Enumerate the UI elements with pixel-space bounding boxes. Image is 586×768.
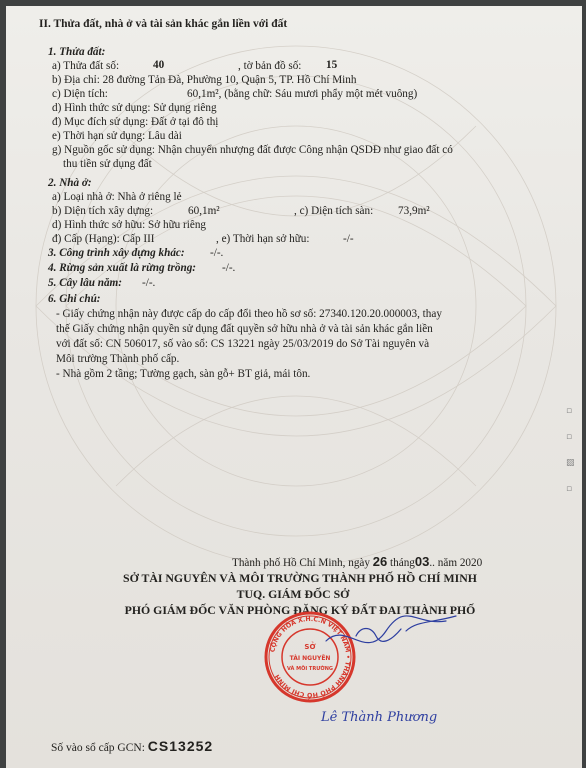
house-type: a) Loại nhà ở: Nhà ở riêng lẻ <box>52 191 182 203</box>
section-title: II. Thửa đất, nhà ở và tài sản khác gắn liền với đất <box>39 18 288 30</box>
built-area-label: b) Diện tích xây dựng: <box>52 205 154 217</box>
note-line-4: Môi trường Thành phố cấp. <box>56 353 180 365</box>
floor-area-label: , c) Diện tích sàn: <box>294 205 374 217</box>
signing-year: năm 2020 <box>437 557 483 569</box>
certificate-page <box>6 6 582 768</box>
signer-name: Lê Thành Phương <box>321 710 438 725</box>
edge-mark-icon: ▫ <box>566 484 573 494</box>
land-area-label: c) Diện tích: <box>52 88 108 100</box>
signing-month: 03 <box>414 554 430 569</box>
signing-month-label: tháng <box>390 557 415 569</box>
authorization-line: TUQ. GIÁM ĐỐC SỞ <box>236 587 350 601</box>
parcel-label: a) Thửa đất số: <box>52 60 120 72</box>
land-use-form: d) Hình thức sử dụng: Sử dụng riêng <box>52 102 217 114</box>
signer-title: PHÓ GIÁM ĐỐC VĂN PHÒNG ĐĂNG KÝ ĐẤT ĐAI THÀNH PHỐ <box>124 603 476 617</box>
signing-place: Thành phố Hồ Chí Minh, ngày <box>232 557 370 569</box>
gcn-label: Số vào sổ cấp GCN: <box>51 742 145 754</box>
other-works-heading: 3. Công trình xây dựng khác: <box>48 247 185 259</box>
notes-heading: 6. Ghi chú: <box>48 293 101 305</box>
seal-center-1: SỞ <box>304 643 316 651</box>
house-grade: đ) Cấp (Hạng): Cấp III <box>52 233 155 245</box>
signing-day: 26 <box>372 554 388 569</box>
perennial-heading: 5. Cây lâu năm: <box>48 277 122 289</box>
note-line-3: với đất số: CN 506017, số vào sổ: CS 13221 ngày 25/03/2019 do Sở Tài nguyên và <box>56 338 430 350</box>
ownership-term-value: -/- <box>343 233 354 245</box>
note-line-1: - Giấy chứng nhận này được cấp do cấp đổi theo hồ sơ số: 27340.120.20.000003, thay <box>56 308 442 320</box>
map-label: , tờ bản đồ số: <box>238 60 302 72</box>
handwritten-signature <box>306 601 466 671</box>
parcel-number: 40 <box>153 59 165 71</box>
perennial-value: -/-. <box>142 277 156 289</box>
ownership-term-label: , e) Thời hạn sở hữu: <box>216 233 310 245</box>
house-ownership: d) Hình thức sở hữu: Sở hữu riêng <box>52 219 207 231</box>
house-heading: 2. Nhà ở: <box>48 177 92 189</box>
seal-ring-text: CỘNG HÒA X.H.C.N VIỆT NAM • THÀNH PHỐ HỒ CHÍ MINH <box>269 615 352 699</box>
other-works-value: -/-. <box>210 247 224 259</box>
floor-area-value: 73,9m² <box>398 205 430 217</box>
note-line-5: - Nhà gồm 2 tầng; Tường gạch, sàn gỗ+ BT giả, mái tôn. <box>56 368 311 380</box>
forest-value: -/-. <box>222 262 236 274</box>
land-heading: 1. Thửa đất: <box>48 46 106 58</box>
forest-heading: 4. Rừng sản xuất là rừng trồng: <box>48 262 197 274</box>
land-area-value: 60,1m², (bằng chữ: Sáu mươi phẩy một mét vuông) <box>187 88 418 100</box>
edge-mark-icon: ▫ <box>566 406 573 416</box>
gcn-code: CS13252 <box>147 738 214 754</box>
edge-mark-icon: ▨ <box>566 458 575 468</box>
seal-center-3: VÀ MÔI TRƯỜNG <box>286 666 334 672</box>
land-origin-continued: thu tiền sử dụng đất <box>63 158 152 170</box>
land-term: e) Thời hạn sử dụng: Lâu dài <box>52 130 182 142</box>
land-address: b) Địa chỉ: 28 đường Tản Đà, Phường 10, Quận 5, TP. Hồ Chí Minh <box>52 74 357 86</box>
land-purpose: đ) Mục đích sử dụng: Đất ở tại đô thị <box>52 116 219 128</box>
edge-marks <box>566 406 578 510</box>
signing-date: Thành phố Hồ Chí Minh, ngày 26 tháng03.. năm 2020 <box>232 554 483 569</box>
note-line-2: thế Giấy chứng nhận quyền sử dụng đất quyền sở hữu nhà ở và tài sản khác gắn liền <box>56 323 433 335</box>
issuing-authority: SỞ TÀI NGUYÊN VÀ MÔI TRƯỜNG THÀNH PHỐ HỒ CHÍ MINH <box>123 571 477 585</box>
seal-center-2: TÀI NGUYÊN <box>289 655 331 662</box>
built-area-value: 60,1m² <box>188 205 220 217</box>
gcn-registry <box>51 738 213 754</box>
map-number: 15 <box>326 59 338 71</box>
edge-mark-icon: ▫ <box>566 432 573 442</box>
land-origin: g) Nguồn gốc sử dụng: Nhận chuyển nhượng đất được Công nhận QSDĐ như giao đất có <box>52 144 453 156</box>
